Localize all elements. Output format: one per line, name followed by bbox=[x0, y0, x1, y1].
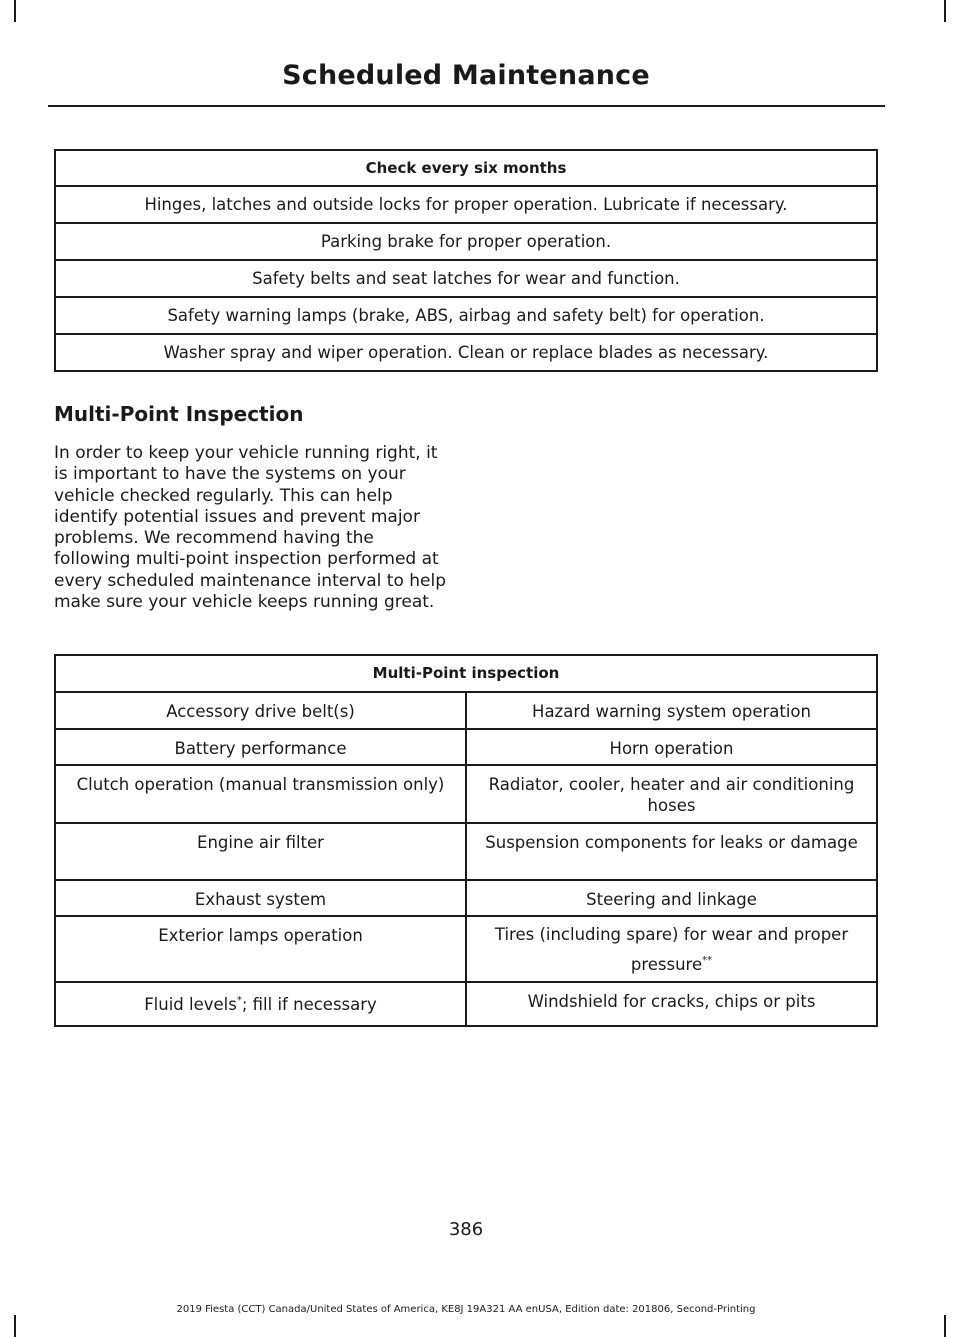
table-heading: Multi-Point inspection bbox=[55, 655, 877, 692]
table-row bbox=[55, 916, 877, 982]
table-cell: Suspension components for leaks or damage bbox=[466, 823, 877, 880]
table-row: Safety belts and seat latches for wear and function. bbox=[55, 260, 877, 297]
header-divider bbox=[48, 105, 885, 107]
table-row bbox=[55, 823, 877, 880]
table-heading: Check every six months bbox=[55, 150, 877, 186]
table-cell: Battery performance bbox=[55, 729, 466, 765]
table-cell: Radiator, cooler, heater and air conditioning hoses bbox=[466, 765, 877, 823]
table-row bbox=[55, 982, 877, 1026]
multi-point-inspection-table bbox=[54, 654, 878, 1027]
cell-text: ; fill if necessary bbox=[241, 994, 377, 1014]
table-cell: Hazard warning system operation bbox=[466, 692, 877, 729]
section-heading: Multi-Point Inspection bbox=[54, 402, 304, 426]
footnote-mark: ** bbox=[702, 955, 713, 966]
page-number: 386 bbox=[448, 1219, 484, 1240]
six-month-check-table bbox=[54, 149, 878, 372]
table-row: Hinges, latches and outside locks for proper operation. Lubricate if necessary. bbox=[55, 186, 877, 223]
page-title: Scheduled Maintenance bbox=[282, 60, 650, 91]
table-cell: Clutch operation (manual transmission only) bbox=[55, 765, 466, 823]
crop-mark bbox=[944, 1315, 946, 1337]
cell-text: Tires (including spare) for wear and proper pressure bbox=[494, 925, 849, 974]
table-row: Washer spray and wiper operation. Clean or replace blades as necessary. bbox=[55, 334, 877, 371]
table-row: Safety warning lamps (brake, ABS, airbag and safety belt) for operation. bbox=[55, 297, 877, 334]
crop-mark bbox=[14, 1315, 16, 1337]
table-row bbox=[55, 880, 877, 916]
table-cell: Steering and linkage bbox=[466, 880, 877, 916]
table-cell: Accessory drive belt(s) bbox=[55, 692, 466, 729]
cell-text: Fluid levels bbox=[144, 994, 237, 1014]
table-cell: Engine air filter bbox=[55, 823, 466, 880]
table-row bbox=[55, 765, 877, 823]
table-cell: Exhaust system bbox=[55, 880, 466, 916]
table-cell: Exterior lamps operation bbox=[55, 916, 466, 982]
intro-paragraph: In order to keep your vehicle running right, it is important to have the systems on your vehicle checked regularly. This can help identify potential issues and prevent major problems. We recommend having the following multi-point inspection performed at every scheduled maintenance interval to help make sure your vehicle keeps running great. bbox=[54, 443, 447, 613]
crop-mark bbox=[14, 0, 16, 22]
table-cell bbox=[466, 916, 877, 982]
table-cell bbox=[55, 982, 466, 1026]
table-row: Parking brake for proper operation. bbox=[55, 223, 877, 260]
table-row bbox=[55, 692, 877, 729]
footer-text: 2019 Fiesta (CCT) Canada/United States of America, KE8J 19A321 AA enUSA, Edition date: 201806, Second-Printing bbox=[176, 1304, 756, 1315]
table-cell: Horn operation bbox=[466, 729, 877, 765]
table-row bbox=[55, 729, 877, 765]
crop-mark bbox=[944, 0, 946, 22]
footnote-mark: * bbox=[236, 994, 242, 1006]
table-cell: Windshield for cracks, chips or pits bbox=[466, 982, 877, 1026]
